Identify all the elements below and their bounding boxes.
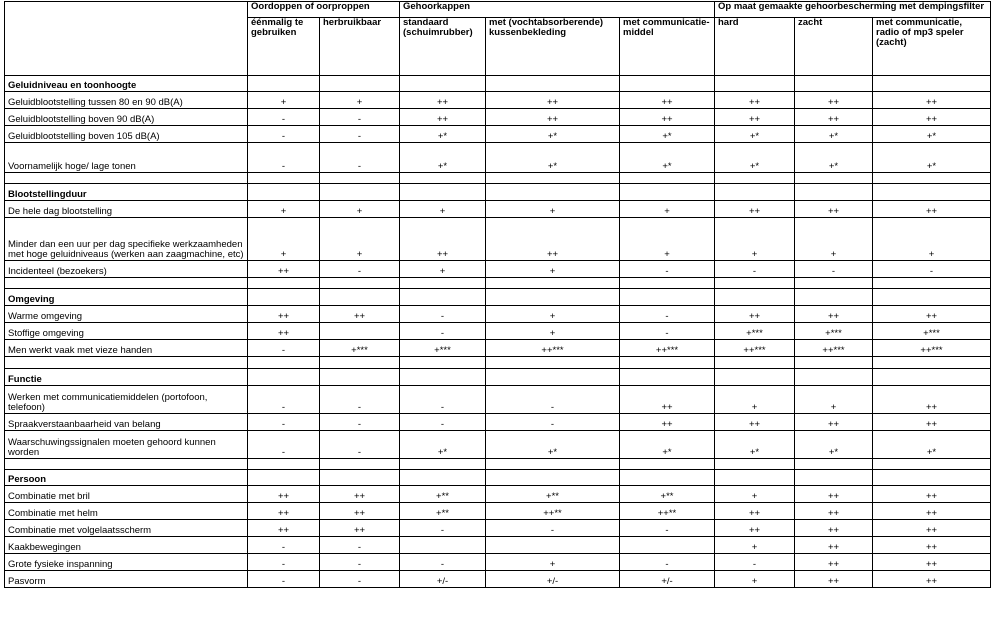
rating-cell: - xyxy=(320,571,400,588)
rating-cell: ++ xyxy=(795,414,873,431)
spacer-cell xyxy=(400,357,486,369)
spacer-cell xyxy=(486,459,620,470)
rating-cell: +* xyxy=(715,143,795,173)
rating-cell: - xyxy=(620,554,715,571)
table-row xyxy=(5,109,991,126)
rating-cell: ++ xyxy=(715,201,795,218)
row-label: Geluidblootstelling tussen 80 en 90 dB(A) xyxy=(5,92,248,109)
section-empty-cell xyxy=(620,289,715,306)
section-empty-cell xyxy=(873,184,991,201)
hearing-protection-table xyxy=(4,1,991,588)
section-row xyxy=(5,289,991,306)
section-row xyxy=(5,470,991,486)
section-empty-cell xyxy=(715,76,795,92)
col-header-standaard: standaard (schuimrubber) xyxy=(400,18,486,76)
rating-cell: ++ xyxy=(795,520,873,537)
rating-cell: - xyxy=(248,126,320,143)
col-header-communicatie-radio: met communicatie, radio of mp3 speler (zacht) xyxy=(873,18,991,76)
rating-cell: ++ xyxy=(873,554,991,571)
rating-cell: +*** xyxy=(400,340,486,357)
rating-cell: +* xyxy=(486,431,620,459)
row-label: Stoffige omgeving xyxy=(5,323,248,340)
rating-cell: + xyxy=(715,537,795,554)
section-empty-cell xyxy=(795,289,873,306)
rating-cell: - xyxy=(486,386,620,414)
rating-cell: + xyxy=(620,218,715,261)
rating-cell: - xyxy=(400,386,486,414)
table-row xyxy=(5,201,991,218)
table-row xyxy=(5,218,991,261)
rating-cell: ++ xyxy=(873,306,991,323)
col-header-hard: hard xyxy=(715,18,795,76)
section-empty-cell xyxy=(248,289,320,306)
group-header-gehoorkappen: Gehoorkappen xyxy=(400,2,715,18)
table-wrapper xyxy=(4,1,991,588)
section-empty-cell xyxy=(715,184,795,201)
rating-cell: ++ xyxy=(715,306,795,323)
rating-cell: ++ xyxy=(620,109,715,126)
rating-cell: +* xyxy=(620,126,715,143)
rating-cell: +* xyxy=(486,126,620,143)
rating-cell: - xyxy=(320,414,400,431)
rating-cell: - xyxy=(320,261,400,278)
spacer-row xyxy=(5,459,991,470)
rating-cell: ++ xyxy=(400,218,486,261)
table-row xyxy=(5,414,991,431)
rating-cell: +* xyxy=(795,143,873,173)
rating-cell: + xyxy=(873,218,991,261)
section-empty-cell xyxy=(320,184,400,201)
section-empty-cell xyxy=(715,289,795,306)
rating-cell: ++ xyxy=(248,520,320,537)
rating-cell: - xyxy=(248,537,320,554)
rating-cell: + xyxy=(248,92,320,109)
rating-cell: ++ xyxy=(795,486,873,503)
rating-cell: +* xyxy=(400,431,486,459)
rating-cell: - xyxy=(400,306,486,323)
rating-cell: ++ xyxy=(400,109,486,126)
rating-cell: ++ xyxy=(400,92,486,109)
section-empty-cell xyxy=(620,470,715,486)
rating-cell: ++ xyxy=(873,414,991,431)
rating-cell: +** xyxy=(400,503,486,520)
section-empty-cell xyxy=(715,369,795,386)
row-label: Grote fysieke inspanning xyxy=(5,554,248,571)
rating-cell: ++ xyxy=(248,486,320,503)
table-row xyxy=(5,306,991,323)
spacer-cell xyxy=(620,357,715,369)
rating-cell: +** xyxy=(486,486,620,503)
section-empty-cell xyxy=(320,289,400,306)
rating-cell: - xyxy=(320,431,400,459)
rating-cell: + xyxy=(795,218,873,261)
section-empty-cell xyxy=(320,369,400,386)
col-header-zacht: zacht xyxy=(795,18,873,76)
section-empty-cell xyxy=(486,184,620,201)
col-header-kussenbekleding: met (vochtabsorberende) kussenbekleding xyxy=(486,18,620,76)
rating-cell: ++ xyxy=(320,520,400,537)
rating-cell: - xyxy=(248,414,320,431)
rating-cell: + xyxy=(486,323,620,340)
rating-cell: ++ xyxy=(873,503,991,520)
section-empty-cell xyxy=(620,184,715,201)
row-label: Combinatie met volgelaatsscherm xyxy=(5,520,248,537)
section-empty-cell xyxy=(795,470,873,486)
rating-cell: ++ xyxy=(715,109,795,126)
table-row xyxy=(5,143,991,173)
rating-cell: +** xyxy=(400,486,486,503)
rating-cell: ++*** xyxy=(486,340,620,357)
section-empty-cell xyxy=(486,470,620,486)
rating-cell: ++ xyxy=(486,218,620,261)
rating-cell: - xyxy=(795,261,873,278)
rating-cell: + xyxy=(248,201,320,218)
row-label: Geluidblootstelling boven 90 dB(A) xyxy=(5,109,248,126)
rating-cell: + xyxy=(715,571,795,588)
rating-cell: - xyxy=(620,306,715,323)
group-header-oordoppen: Oordoppen of oorproppen xyxy=(248,2,400,18)
rating-cell: - xyxy=(320,109,400,126)
rating-cell: +*** xyxy=(795,323,873,340)
corner-cell xyxy=(5,2,248,76)
table-row xyxy=(5,92,991,109)
rating-cell: + xyxy=(486,554,620,571)
spacer-cell xyxy=(715,357,795,369)
rating-cell: - xyxy=(620,323,715,340)
rating-cell: ++*** xyxy=(715,340,795,357)
rating-cell: - xyxy=(248,571,320,588)
spacer-cell xyxy=(248,278,320,289)
spacer-cell xyxy=(248,459,320,470)
rating-cell: +* xyxy=(486,143,620,173)
rating-cell: ++ xyxy=(620,414,715,431)
table-row xyxy=(5,520,991,537)
spacer-row xyxy=(5,357,991,369)
rating-cell xyxy=(320,323,400,340)
rating-cell: +* xyxy=(620,431,715,459)
section-title: Geluidniveau en toonhoogte xyxy=(5,76,248,92)
rating-cell: - xyxy=(400,520,486,537)
spacer-cell xyxy=(620,173,715,184)
rating-cell: +* xyxy=(873,143,991,173)
spacer-cell xyxy=(5,173,248,184)
section-empty-cell xyxy=(400,470,486,486)
section-empty-cell xyxy=(486,76,620,92)
rating-cell: + xyxy=(320,201,400,218)
spacer-cell xyxy=(248,357,320,369)
rating-cell: +* xyxy=(715,126,795,143)
rating-cell: ++ xyxy=(248,306,320,323)
spacer-cell xyxy=(320,173,400,184)
section-empty-cell xyxy=(873,76,991,92)
spacer-row xyxy=(5,173,991,184)
rating-cell: +/- xyxy=(400,571,486,588)
section-empty-cell xyxy=(795,76,873,92)
spacer-cell xyxy=(5,459,248,470)
section-empty-cell xyxy=(400,76,486,92)
rating-cell: - xyxy=(873,261,991,278)
rating-cell: +* xyxy=(715,431,795,459)
rating-cell: - xyxy=(400,554,486,571)
section-empty-cell xyxy=(873,369,991,386)
spacer-cell xyxy=(873,357,991,369)
rating-cell: ++ xyxy=(795,503,873,520)
rating-cell: ++ xyxy=(320,503,400,520)
rating-cell: ++*** xyxy=(620,340,715,357)
section-empty-cell xyxy=(320,76,400,92)
rating-cell: + xyxy=(400,201,486,218)
rating-cell: ++ xyxy=(715,520,795,537)
rating-cell: ++ xyxy=(486,92,620,109)
spacer-row xyxy=(5,278,991,289)
rating-cell: ++*** xyxy=(873,340,991,357)
row-label: Incidenteel (bezoekers) xyxy=(5,261,248,278)
rating-cell: ++ xyxy=(320,486,400,503)
rating-cell: - xyxy=(486,520,620,537)
spacer-cell xyxy=(873,459,991,470)
section-empty-cell xyxy=(248,76,320,92)
spacer-cell xyxy=(400,173,486,184)
section-empty-cell xyxy=(620,76,715,92)
rating-cell: - xyxy=(320,537,400,554)
rating-cell: ++ xyxy=(486,109,620,126)
rating-cell: ++ xyxy=(795,201,873,218)
section-empty-cell xyxy=(620,369,715,386)
spacer-cell xyxy=(795,278,873,289)
table-row xyxy=(5,126,991,143)
row-label: Combinatie met bril xyxy=(5,486,248,503)
rating-cell: +** xyxy=(620,486,715,503)
row-label: Warme omgeving xyxy=(5,306,248,323)
spacer-cell xyxy=(620,278,715,289)
spacer-cell xyxy=(320,459,400,470)
section-empty-cell xyxy=(400,289,486,306)
rating-cell: ++ xyxy=(795,537,873,554)
rating-cell: +* xyxy=(620,143,715,173)
section-empty-cell xyxy=(248,470,320,486)
rating-cell: ++ xyxy=(795,306,873,323)
rating-cell: ++ xyxy=(873,520,991,537)
rating-cell: + xyxy=(486,261,620,278)
section-empty-cell xyxy=(486,369,620,386)
rating-cell: ++** xyxy=(486,503,620,520)
rating-cell xyxy=(620,537,715,554)
rating-cell: + xyxy=(320,218,400,261)
rating-cell: + xyxy=(320,92,400,109)
rating-cell: ++ xyxy=(620,386,715,414)
spacer-cell xyxy=(715,278,795,289)
section-empty-cell xyxy=(873,289,991,306)
table-row xyxy=(5,340,991,357)
rating-cell: ++ xyxy=(873,571,991,588)
rating-cell: - xyxy=(320,143,400,173)
rating-cell: + xyxy=(248,218,320,261)
row-label: Geluidblootstelling boven 105 dB(A) xyxy=(5,126,248,143)
rating-cell: ++*** xyxy=(795,340,873,357)
rating-cell: ++ xyxy=(873,109,991,126)
section-title: Omgeving xyxy=(5,289,248,306)
col-header-communicatiemiddel: met communicatie-middel xyxy=(620,18,715,76)
rating-cell: ++ xyxy=(620,92,715,109)
rating-cell: ++ xyxy=(795,92,873,109)
rating-cell: - xyxy=(248,431,320,459)
rating-cell: + xyxy=(400,261,486,278)
row-label: Kaakbewegingen xyxy=(5,537,248,554)
section-empty-cell xyxy=(486,289,620,306)
spacer-cell xyxy=(486,278,620,289)
table-row xyxy=(5,571,991,588)
rating-cell: ++ xyxy=(795,109,873,126)
rating-cell: ++ xyxy=(715,414,795,431)
row-label: Combinatie met helm xyxy=(5,503,248,520)
rating-cell: - xyxy=(248,554,320,571)
rating-cell: + xyxy=(795,386,873,414)
section-empty-cell xyxy=(248,184,320,201)
rating-cell: - xyxy=(400,414,486,431)
rating-cell: + xyxy=(486,306,620,323)
rating-cell: +* xyxy=(873,126,991,143)
spacer-cell xyxy=(620,459,715,470)
rating-cell: ++ xyxy=(715,503,795,520)
rating-cell: + xyxy=(620,201,715,218)
rating-cell: - xyxy=(486,414,620,431)
section-empty-cell xyxy=(873,470,991,486)
rating-cell: ++ xyxy=(873,537,991,554)
rating-cell: ++ xyxy=(320,306,400,323)
spacer-cell xyxy=(795,173,873,184)
section-empty-cell xyxy=(400,369,486,386)
rating-cell: + xyxy=(715,486,795,503)
rating-cell: - xyxy=(715,261,795,278)
table-row xyxy=(5,261,991,278)
row-label: Pasvorm xyxy=(5,571,248,588)
section-empty-cell xyxy=(248,369,320,386)
table-row xyxy=(5,323,991,340)
spacer-cell xyxy=(795,357,873,369)
rating-cell: - xyxy=(248,143,320,173)
col-header-eenmalig: éénmalig te gebruiken xyxy=(248,18,320,76)
rating-cell: +*** xyxy=(715,323,795,340)
spacer-cell xyxy=(486,357,620,369)
rating-cell: ++ xyxy=(873,486,991,503)
rating-cell: + xyxy=(715,386,795,414)
row-label: Men werkt vaak met vieze handen xyxy=(5,340,248,357)
spacer-cell xyxy=(873,278,991,289)
rating-cell: +* xyxy=(400,143,486,173)
table-row xyxy=(5,386,991,414)
spacer-cell xyxy=(400,459,486,470)
rating-cell: - xyxy=(400,323,486,340)
spacer-cell xyxy=(795,459,873,470)
rating-cell: ++ xyxy=(248,323,320,340)
header-group-row xyxy=(5,2,991,18)
rating-cell: - xyxy=(248,109,320,126)
rating-cell: - xyxy=(715,554,795,571)
rating-cell: ++** xyxy=(620,503,715,520)
rating-cell: ++ xyxy=(715,92,795,109)
spacer-cell xyxy=(320,278,400,289)
rating-cell: ++ xyxy=(873,386,991,414)
spacer-cell xyxy=(486,173,620,184)
table-row xyxy=(5,537,991,554)
rating-cell: +*** xyxy=(873,323,991,340)
rating-cell: +/- xyxy=(620,571,715,588)
spacer-cell xyxy=(400,278,486,289)
spacer-cell xyxy=(5,357,248,369)
rating-cell: +/- xyxy=(486,571,620,588)
section-empty-cell xyxy=(320,470,400,486)
group-header-op-maat: Op maat gemaakte gehoorbescherming met dempingsfilter xyxy=(715,2,991,18)
spacer-cell xyxy=(715,459,795,470)
rating-cell: - xyxy=(248,386,320,414)
section-empty-cell xyxy=(715,470,795,486)
rating-cell: + xyxy=(486,201,620,218)
rating-cell: - xyxy=(320,386,400,414)
row-label: Minder dan een uur per dag specifieke werkzaamheden met hoge geluidniveaus (werken aan zaagmachine, etc) xyxy=(5,218,248,261)
row-label: De hele dag blootstelling xyxy=(5,201,248,218)
section-row xyxy=(5,369,991,386)
rating-cell xyxy=(400,537,486,554)
row-label: Voornamelijk hoge/ lage tonen xyxy=(5,143,248,173)
section-title: Functie xyxy=(5,369,248,386)
spacer-cell xyxy=(248,173,320,184)
rating-cell: - xyxy=(620,261,715,278)
section-title: Blootstellingduur xyxy=(5,184,248,201)
rating-cell: - xyxy=(320,126,400,143)
rating-cell: - xyxy=(248,340,320,357)
row-label: Spraakverstaanbaarheid van belang xyxy=(5,414,248,431)
section-title: Persoon xyxy=(5,470,248,486)
rating-cell xyxy=(486,537,620,554)
table-row xyxy=(5,554,991,571)
section-row xyxy=(5,76,991,92)
table-row xyxy=(5,431,991,459)
spacer-cell xyxy=(715,173,795,184)
rating-cell: +*** xyxy=(320,340,400,357)
rating-cell: ++ xyxy=(873,92,991,109)
rating-cell: +* xyxy=(795,126,873,143)
rating-cell: ++ xyxy=(248,261,320,278)
spacer-cell xyxy=(5,278,248,289)
table-row xyxy=(5,503,991,520)
rating-cell: ++ xyxy=(795,554,873,571)
rating-cell: +* xyxy=(400,126,486,143)
col-header-herbruikbaar: herbruikbaar xyxy=(320,18,400,76)
rating-cell: ++ xyxy=(873,201,991,218)
rating-cell: +* xyxy=(873,431,991,459)
row-label: Werken met communicatiemiddelen (portofoon, telefoon) xyxy=(5,386,248,414)
section-empty-cell xyxy=(795,369,873,386)
rating-cell: ++ xyxy=(795,571,873,588)
spacer-cell xyxy=(873,173,991,184)
section-empty-cell xyxy=(795,184,873,201)
rating-cell: + xyxy=(715,218,795,261)
rating-cell: - xyxy=(620,520,715,537)
section-empty-cell xyxy=(400,184,486,201)
section-row xyxy=(5,184,991,201)
row-label: Waarschuwingssignalen moeten gehoord kunnen worden xyxy=(5,431,248,459)
rating-cell: ++ xyxy=(248,503,320,520)
spacer-cell xyxy=(320,357,400,369)
rating-cell: - xyxy=(320,554,400,571)
table-row xyxy=(5,486,991,503)
rating-cell: +* xyxy=(795,431,873,459)
